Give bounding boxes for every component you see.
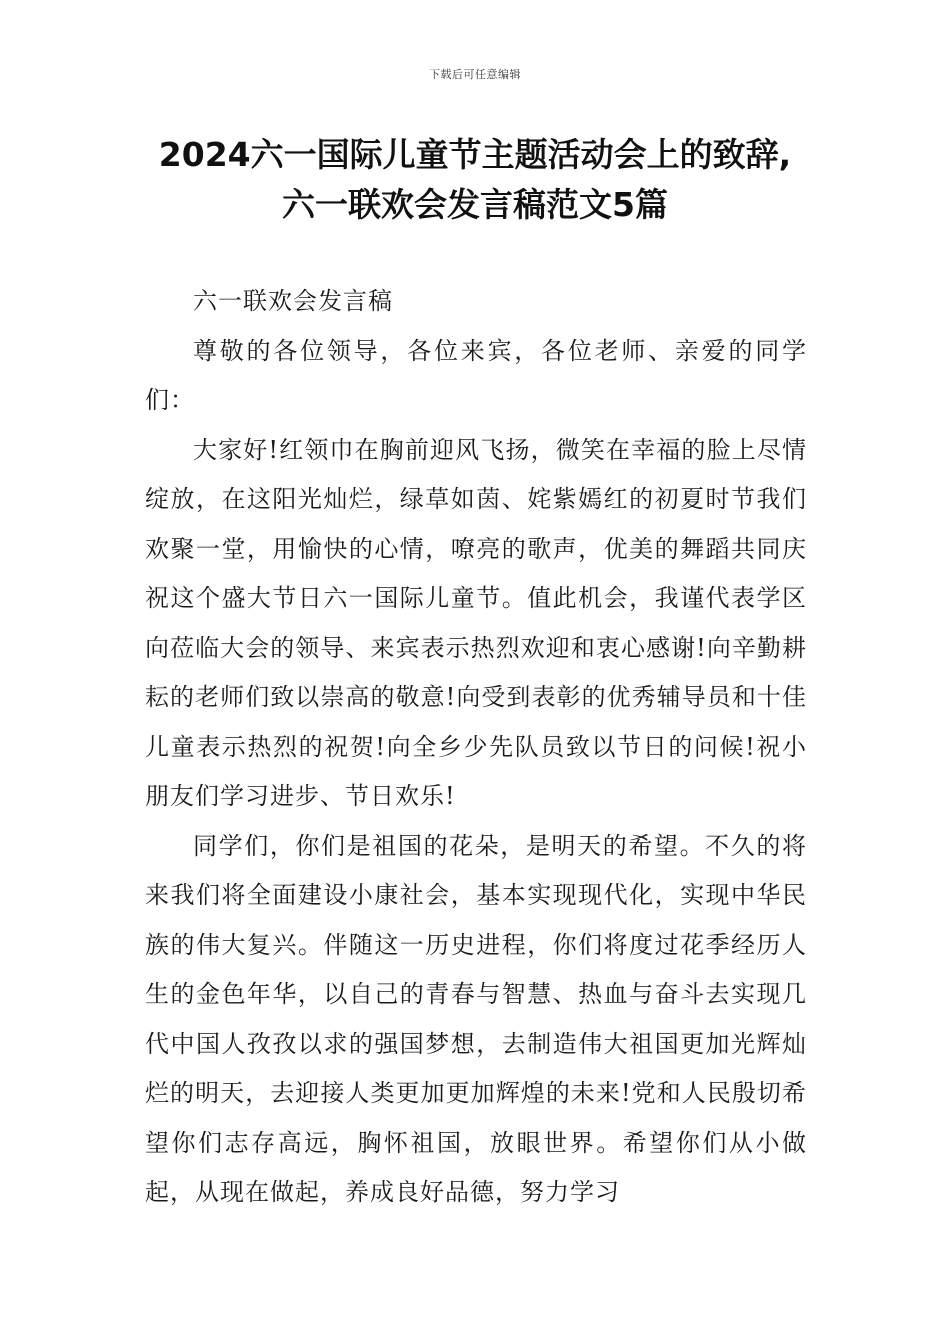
document-title <box>60 130 890 230</box>
section-title: 六一联欢会发言稿 <box>193 287 393 315</box>
paragraph-students: 同学们，你们是祖国的花朵，是明天的希望。不久的将来我们将全面建设小康社会，基本实现现代化，实现中华民族的伟大复兴。伴随这一历史进程，你们将度过花季经历人生的金色年华，以自己的青春与智慧、热血与奋斗去实现几代中国人孜孜以求的强国梦想，去制造伟大祖国更加光辉灿烂的明天，去迎接人类更加更加辉煌的未来!党和人民殷切希望你们志存高远，胸怀祖国，放眼世界。希望你们从小做起，从现在做起，养成良好品德，努力学习 <box>145 831 807 1206</box>
paragraph-greeting: 大家好!红领巾在胸前迎风飞扬，微笑在幸福的脸上尽情绽放，在这阳光灿烂，绿草如茵、姹紫嫣红的初夏时节我们欢聚一堂，用愉快的心情，嘹亮的歌声，优美的舞蹈共同庆祝这个盛大节日六一国际儿童节。值此机会，我谨代表学区向莅临大会的领导、来宾表示热烈欢迎和衷心感谢!向辛勤耕耘的老师们致以崇高的敬意!向受到表彰的优秀辅导员和十佳儿童表示热烈的祝贺!向全乡少先队员致以节日的问候!祝小朋友们学习进步、节日欢乐! <box>145 435 807 810</box>
title-line-1: 2024六一国际儿童节主题活动会上的致辞, <box>158 135 792 174</box>
document-body <box>145 277 807 1218</box>
title-line-2: 六一联欢会发言稿范文5篇 <box>282 185 668 224</box>
page-header-note: 下载后可任意编辑 <box>429 68 521 81</box>
paragraph-salutation: 尊敬的各位领导，各位来宾，各位老师、亲爱的同学们： <box>145 336 807 414</box>
